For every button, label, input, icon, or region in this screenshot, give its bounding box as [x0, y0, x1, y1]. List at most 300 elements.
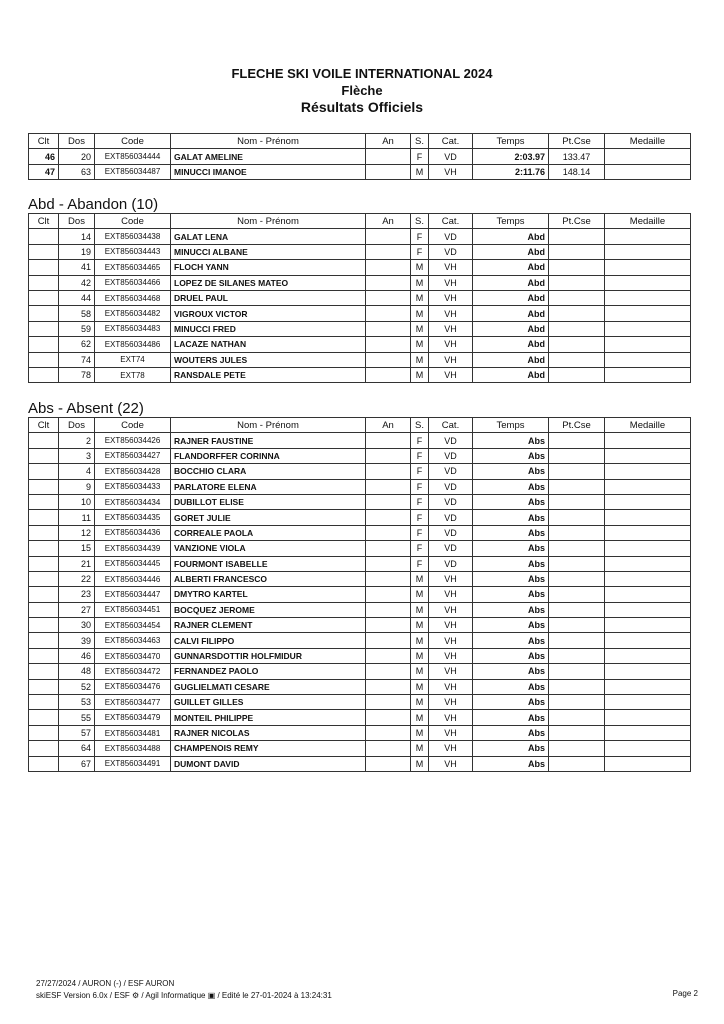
col-header-an: An [366, 134, 411, 149]
cell-clt [29, 306, 59, 321]
cell-cat: VH [429, 367, 473, 382]
cell-dos: 57 [59, 725, 95, 740]
cell-clt [29, 741, 59, 756]
col-header-cat: Cat. [429, 134, 473, 149]
cell-code: EXT856034482 [95, 306, 171, 321]
cell-temps: Abs [473, 464, 549, 479]
cell-dos: 53 [59, 695, 95, 710]
cell-temps: Abs [473, 510, 549, 525]
table-row [29, 648, 691, 663]
cell-cat: VD [429, 541, 473, 556]
cell-ptcse [549, 229, 605, 244]
cell-s: M [411, 587, 429, 602]
cell-nom: FERNANDEZ PAOLO [171, 664, 366, 679]
cell-code: EXT856034463 [95, 633, 171, 648]
cell-temps: Abs [473, 695, 549, 710]
cell-clt: 47 [29, 164, 59, 179]
cell-clt [29, 710, 59, 725]
cell-medaille [605, 321, 691, 336]
cell-cat: VD [429, 464, 473, 479]
cell-ptcse [549, 710, 605, 725]
cell-dos: 48 [59, 664, 95, 679]
document-heading: Résultats Officiels [300, 99, 424, 115]
cell-temps: Abs [473, 756, 549, 771]
col-header-s: S. [411, 418, 429, 433]
cell-ptcse [549, 602, 605, 617]
cell-temps: Abs [473, 710, 549, 725]
cell-nom: FOURMONT ISABELLE [171, 556, 366, 571]
cell-temps: Abd [473, 260, 549, 275]
cell-cat: VD [429, 244, 473, 259]
cell-dos: 30 [59, 618, 95, 633]
cell-clt [29, 541, 59, 556]
cell-dos: 19 [59, 244, 95, 259]
cell-code: EXT856034487 [95, 164, 171, 179]
col-header-cat: Cat. [429, 418, 473, 433]
cell-an [366, 725, 411, 740]
cell-cat: VD [429, 494, 473, 509]
cell-clt [29, 618, 59, 633]
col-header-clt: Clt [29, 134, 59, 149]
cell-medaille [605, 664, 691, 679]
table-row [29, 664, 691, 679]
cell-dos: 64 [59, 741, 95, 756]
header-row [29, 214, 691, 229]
cell-nom: GUGLIELMATI CESARE [171, 679, 366, 694]
cell-clt [29, 525, 59, 540]
cell-medaille [605, 229, 691, 244]
cell-dos: 62 [59, 337, 95, 352]
cell-clt [29, 464, 59, 479]
cell-ptcse [549, 464, 605, 479]
cell-nom: WOUTERS JULES [171, 352, 366, 367]
cell-code: EXT856034483 [95, 321, 171, 336]
cell-s: M [411, 571, 429, 586]
cell-an [366, 679, 411, 694]
col-header-medaille: Medaille [605, 134, 691, 149]
cell-code: EXT856034466 [95, 275, 171, 290]
cell-temps: Abd [473, 321, 549, 336]
cell-clt [29, 260, 59, 275]
cell-temps: Abs [473, 433, 549, 448]
cell-nom: DRUEL PAUL [171, 290, 366, 305]
cell-s: M [411, 648, 429, 663]
cell-s: F [411, 510, 429, 525]
cell-ptcse [549, 306, 605, 321]
cell-temps: Abs [473, 741, 549, 756]
cell-clt [29, 321, 59, 336]
cell-temps: Abs [473, 633, 549, 648]
cell-an [366, 352, 411, 367]
cell-s: M [411, 679, 429, 694]
cell-medaille [605, 725, 691, 740]
cell-nom: FLANDORFFER CORINNA [171, 448, 366, 463]
cell-s: F [411, 494, 429, 509]
cell-clt [29, 290, 59, 305]
cell-cat: VD [429, 149, 473, 164]
cell-code: EXT856034438 [95, 229, 171, 244]
cell-s: F [411, 433, 429, 448]
col-header-code: Code [95, 418, 171, 433]
table-row [29, 587, 691, 602]
footer-location: 27/27/2024 / AURON (-) / ESF AURON [36, 979, 175, 988]
cell-dos: 4 [59, 464, 95, 479]
cell-nom: ALBERTI FRANCESCO [171, 571, 366, 586]
cell-dos: 3 [59, 448, 95, 463]
cell-nom: DUBILLOT ELISE [171, 494, 366, 509]
col-header-ptcse: Pt.Cse [549, 418, 605, 433]
cell-an [366, 244, 411, 259]
cell-an [366, 260, 411, 275]
cell-cat: VH [429, 571, 473, 586]
cell-medaille [605, 367, 691, 382]
cell-dos: 78 [59, 367, 95, 382]
cell-nom: MINUCCI ALBANE [171, 244, 366, 259]
cell-an [366, 306, 411, 321]
absent-table [28, 417, 691, 772]
cell-clt [29, 244, 59, 259]
page-number: Page 2 [672, 989, 698, 998]
cell-cat: VH [429, 164, 473, 179]
cell-cat: VH [429, 306, 473, 321]
cell-code: EXT856034434 [95, 494, 171, 509]
cell-temps: Abs [473, 571, 549, 586]
cell-code: EXT856034479 [95, 710, 171, 725]
cell-nom: MONTEIL PHILIPPE [171, 710, 366, 725]
table-row [29, 602, 691, 617]
cell-ptcse [549, 448, 605, 463]
cell-ptcse [549, 587, 605, 602]
cell-ptcse [549, 260, 605, 275]
table-row [29, 525, 691, 540]
cell-s: M [411, 337, 429, 352]
cell-medaille [605, 464, 691, 479]
cell-dos: 67 [59, 756, 95, 771]
cell-cat: VH [429, 290, 473, 305]
cell-an [366, 494, 411, 509]
cell-s: F [411, 244, 429, 259]
cell-code: EXT856034427 [95, 448, 171, 463]
table-row [29, 244, 691, 259]
cell-s: M [411, 710, 429, 725]
col-header-temps: Temps [473, 134, 549, 149]
cell-nom: RAJNER NICOLAS [171, 725, 366, 740]
cell-clt [29, 725, 59, 740]
cell-cat: VD [429, 510, 473, 525]
cell-an [366, 321, 411, 336]
cell-temps: 2:03.97 [473, 149, 549, 164]
cell-s: F [411, 448, 429, 463]
table-row [29, 433, 691, 448]
cell-an [366, 479, 411, 494]
cell-nom: MINUCCI IMANOE [171, 164, 366, 179]
cell-clt [29, 367, 59, 382]
cell-an [366, 149, 411, 164]
cell-code: EXT856034468 [95, 290, 171, 305]
col-header-an: An [366, 214, 411, 229]
cell-code: EXT856034476 [95, 679, 171, 694]
cell-temps: 2:11.76 [473, 164, 549, 179]
cell-dos: 12 [59, 525, 95, 540]
cell-clt [29, 571, 59, 586]
cell-cat: VH [429, 587, 473, 602]
cell-an [366, 367, 411, 382]
cell-medaille [605, 352, 691, 367]
cell-medaille [605, 710, 691, 725]
col-header-temps: Temps [473, 214, 549, 229]
results-table [28, 133, 691, 180]
cell-temps: Abd [473, 290, 549, 305]
col-header-clt: Clt [29, 214, 59, 229]
cell-cat: VH [429, 337, 473, 352]
cell-dos: 39 [59, 633, 95, 648]
cell-code: EXT856034486 [95, 337, 171, 352]
cell-dos: 58 [59, 306, 95, 321]
cell-dos: 22 [59, 571, 95, 586]
cell-temps: Abd [473, 337, 549, 352]
cell-code: EXT78 [95, 367, 171, 382]
table-row [29, 571, 691, 586]
cell-dos: 44 [59, 290, 95, 305]
cell-code: EXT856034472 [95, 664, 171, 679]
col-header-ptcse: Pt.Cse [549, 134, 605, 149]
cell-an [366, 448, 411, 463]
table-row [29, 541, 691, 556]
cell-an [366, 275, 411, 290]
cell-dos: 74 [59, 352, 95, 367]
cell-s: M [411, 633, 429, 648]
cell-s: F [411, 464, 429, 479]
cell-s: M [411, 602, 429, 617]
header-row [29, 418, 691, 433]
cell-nom: CALVI FILIPPO [171, 633, 366, 648]
table-row [29, 321, 691, 336]
cell-cat: VH [429, 648, 473, 663]
cell-an [366, 337, 411, 352]
cell-s: M [411, 725, 429, 740]
cell-ptcse [549, 679, 605, 694]
abandon-section-title: Abd - Abandon (10) [28, 196, 159, 213]
cell-code: EXT856034439 [95, 541, 171, 556]
cell-medaille [605, 244, 691, 259]
cell-dos: 46 [59, 648, 95, 663]
cell-ptcse [549, 756, 605, 771]
cell-an [366, 464, 411, 479]
cell-dos: 41 [59, 260, 95, 275]
col-header-clt: Clt [29, 418, 59, 433]
cell-ptcse [549, 741, 605, 756]
cell-clt [29, 756, 59, 771]
cell-nom: GUILLET GILLES [171, 695, 366, 710]
cell-medaille [605, 525, 691, 540]
table-row [29, 290, 691, 305]
cell-nom: PARLATORE ELENA [171, 479, 366, 494]
cell-code: EXT856034445 [95, 556, 171, 571]
cell-cat: VD [429, 433, 473, 448]
table-row [29, 510, 691, 525]
cell-clt [29, 433, 59, 448]
cell-dos: 10 [59, 494, 95, 509]
col-header-an: An [366, 418, 411, 433]
cell-nom: DUMONT DAVID [171, 756, 366, 771]
cell-medaille [605, 587, 691, 602]
cell-temps: Abs [473, 541, 549, 556]
col-header-ptcse: Pt.Cse [549, 214, 605, 229]
cell-temps: Abs [473, 448, 549, 463]
cell-medaille [605, 164, 691, 179]
cell-s: M [411, 275, 429, 290]
cell-an [366, 756, 411, 771]
cell-medaille [605, 494, 691, 509]
cell-cat: VH [429, 633, 473, 648]
cell-s: M [411, 290, 429, 305]
cell-an [366, 290, 411, 305]
cell-nom: MINUCCI FRED [171, 321, 366, 336]
cell-temps: Abs [473, 648, 549, 663]
cell-code: EXT856034436 [95, 525, 171, 540]
cell-ptcse [549, 244, 605, 259]
cell-nom: VANZIONE VIOLA [171, 541, 366, 556]
cell-code: EXT856034433 [95, 479, 171, 494]
cell-s: M [411, 260, 429, 275]
col-header-code: Code [95, 134, 171, 149]
cell-dos: 14 [59, 229, 95, 244]
cell-medaille [605, 290, 691, 305]
cell-clt [29, 633, 59, 648]
cell-dos: 59 [59, 321, 95, 336]
cell-an [366, 710, 411, 725]
cell-cat: VH [429, 679, 473, 694]
cell-ptcse: 133.47 [549, 149, 605, 164]
cell-nom: GUNNARSDOTTIR HOLFMIDUR [171, 648, 366, 663]
cell-medaille [605, 571, 691, 586]
cell-ptcse [549, 571, 605, 586]
col-header-nom: Nom - Prénom [171, 214, 366, 229]
cell-ptcse [549, 648, 605, 663]
document-subtitle: Flèche [341, 83, 383, 98]
cell-ptcse [549, 695, 605, 710]
col-header-dos: Dos [59, 214, 95, 229]
cell-ptcse [549, 290, 605, 305]
cell-temps: Abs [473, 587, 549, 602]
cell-medaille [605, 633, 691, 648]
cell-s: F [411, 479, 429, 494]
cell-cat: VD [429, 479, 473, 494]
cell-cat: VH [429, 602, 473, 617]
cell-temps: Abd [473, 275, 549, 290]
cell-nom: RAJNER CLEMENT [171, 618, 366, 633]
cell-medaille [605, 149, 691, 164]
cell-temps: Abd [473, 352, 549, 367]
cell-an [366, 229, 411, 244]
cell-temps: Abs [473, 602, 549, 617]
table-row [29, 149, 691, 164]
cell-code: EXT856034488 [95, 741, 171, 756]
cell-medaille [605, 695, 691, 710]
table-row [29, 306, 691, 321]
cell-medaille [605, 541, 691, 556]
cell-code: EXT856034454 [95, 618, 171, 633]
cell-clt [29, 648, 59, 663]
cell-cat: VH [429, 741, 473, 756]
cell-ptcse [549, 275, 605, 290]
cell-temps: Abs [473, 556, 549, 571]
cell-dos: 42 [59, 275, 95, 290]
table-row [29, 679, 691, 694]
cell-code: EXT856034446 [95, 571, 171, 586]
cell-clt [29, 695, 59, 710]
cell-an [366, 164, 411, 179]
cell-dos: 2 [59, 433, 95, 448]
cell-ptcse [549, 556, 605, 571]
cell-an [366, 571, 411, 586]
cell-s: F [411, 229, 429, 244]
cell-cat: VH [429, 618, 473, 633]
cell-an [366, 541, 411, 556]
cell-an [366, 648, 411, 663]
cell-nom: LOPEZ DE SILANES MATEO [171, 275, 366, 290]
cell-cat: VD [429, 556, 473, 571]
table-row [29, 710, 691, 725]
cell-ptcse [549, 352, 605, 367]
cell-dos: 55 [59, 710, 95, 725]
cell-clt [29, 679, 59, 694]
cell-s: M [411, 756, 429, 771]
cell-medaille [605, 756, 691, 771]
cell-an [366, 618, 411, 633]
table-row [29, 164, 691, 179]
cell-cat: VD [429, 525, 473, 540]
table-row [29, 275, 691, 290]
cell-medaille [605, 337, 691, 352]
col-header-medaille: Medaille [605, 418, 691, 433]
table-row [29, 556, 691, 571]
cell-nom: BOCCHIO CLARA [171, 464, 366, 479]
cell-dos: 27 [59, 602, 95, 617]
cell-nom: FLOCH YANN [171, 260, 366, 275]
table-row [29, 229, 691, 244]
cell-clt [29, 352, 59, 367]
footer-software: skiESF Version 6.0x / ESF ⚙ / Agil Informatique ▣ / Edité le 27-01-2024 à 13:24:31 [36, 991, 332, 1000]
cell-nom: DMYTRO KARTEL [171, 587, 366, 602]
cell-cat: VH [429, 756, 473, 771]
header-row [29, 134, 691, 149]
table-row [29, 479, 691, 494]
cell-medaille [605, 479, 691, 494]
cell-temps: Abs [473, 618, 549, 633]
cell-code: EXT856034451 [95, 602, 171, 617]
cell-temps: Abs [473, 679, 549, 694]
table-row [29, 741, 691, 756]
table-row [29, 494, 691, 509]
table-row [29, 464, 691, 479]
cell-s: M [411, 367, 429, 382]
cell-code: EXT856034465 [95, 260, 171, 275]
cell-nom: GORET JULIE [171, 510, 366, 525]
cell-medaille [605, 648, 691, 663]
cell-clt [29, 556, 59, 571]
cell-s: M [411, 164, 429, 179]
table-row [29, 352, 691, 367]
cell-s: F [411, 541, 429, 556]
cell-nom: LACAZE NATHAN [171, 337, 366, 352]
cell-medaille [605, 602, 691, 617]
cell-s: M [411, 306, 429, 321]
cell-dos: 21 [59, 556, 95, 571]
table-row [29, 633, 691, 648]
cell-an [366, 556, 411, 571]
cell-nom: BOCQUEZ JEROME [171, 602, 366, 617]
